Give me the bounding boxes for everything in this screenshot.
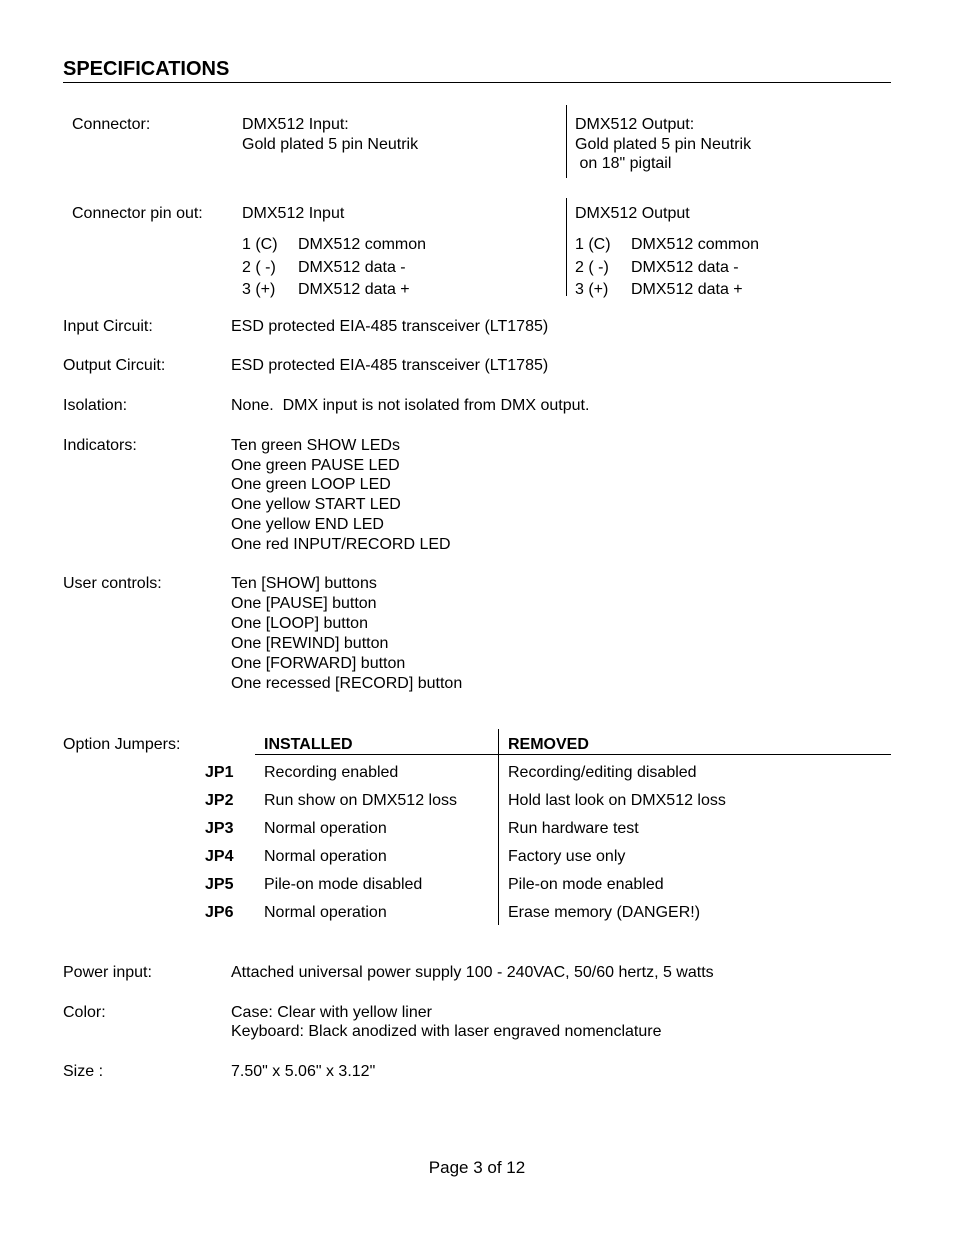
color-value: Keyboard: Black anodized with laser engraved nomenclature <box>231 1023 662 1040</box>
indicator-line: One green LOOP LED <box>231 476 391 493</box>
indicator-line: Ten green SHOW LEDs <box>231 437 400 454</box>
jumper-installed: Normal operation <box>264 848 387 865</box>
jumper-removed: Factory use only <box>508 848 626 865</box>
connector-column-divider <box>566 105 567 178</box>
user-controls-label: User controls: <box>63 575 162 592</box>
connector-input-title: DMX512 Input: <box>242 116 349 133</box>
color-label: Color: <box>63 1004 106 1021</box>
jumper-removed: Recording/editing disabled <box>508 764 697 781</box>
connector-output-desc-2: on 18" pigtail <box>575 155 672 172</box>
input-pin-desc: DMX512 data + <box>298 281 410 298</box>
jumper-header-rule <box>255 754 891 755</box>
input-pin-desc: DMX512 common <box>298 236 427 253</box>
connector-input-desc: Gold plated 5 pin Neutrik <box>242 136 419 153</box>
output-circuit-label: Output Circuit: <box>63 357 166 374</box>
input-circuit-label: Input Circuit: <box>63 318 153 335</box>
page-number: Page 3 of 12 <box>428 1158 526 1177</box>
jumper-removed: Hold last look on DMX512 loss <box>508 792 726 809</box>
size-value: 7.50" x 5.06" x 3.12" <box>231 1063 376 1080</box>
input-pin-desc: DMX512 data - <box>298 259 406 276</box>
input-pin-number: 1 (C) <box>242 236 278 253</box>
connector-label: Connector: <box>72 116 151 133</box>
size-label: Size : <box>63 1063 104 1080</box>
input-circuit-value: ESD protected EIA-485 transceiver (LT1785) <box>231 318 549 335</box>
pinout-output-title: DMX512 Output <box>575 205 690 222</box>
isolation-label: Isolation: <box>63 397 128 414</box>
jumper-installed: Normal operation <box>264 904 387 921</box>
jumper-id: JP6 <box>205 904 234 921</box>
user-control-line: One recessed [RECORD] button <box>231 675 463 692</box>
jumper-installed: Normal operation <box>264 820 387 837</box>
input-pin-number: 3 (+) <box>242 281 276 298</box>
output-pin-number: 1 (C) <box>575 236 611 253</box>
connector-output-desc: Gold plated 5 pin Neutrik <box>575 136 752 153</box>
power-input-label: Power input: <box>63 964 152 981</box>
jumper-installed: Pile-on mode disabled <box>264 876 423 893</box>
jumper-installed: Run show on DMX512 loss <box>264 792 457 809</box>
jumper-installed: Recording enabled <box>264 764 399 781</box>
output-pin-number: 3 (+) <box>575 281 609 298</box>
power-input-value: Attached universal power supply 100 - 240VAC, 50/60 hertz, 5 watts <box>231 964 714 981</box>
title-divider <box>63 82 891 83</box>
indicators-label: Indicators: <box>63 437 137 454</box>
option-jumpers-label: Option Jumpers: <box>63 736 181 753</box>
jumper-id: JP1 <box>205 764 234 781</box>
output-pin-desc: DMX512 data + <box>631 281 743 298</box>
pinout-label: Connector pin out: <box>72 205 203 222</box>
indicator-line: One green PAUSE LED <box>231 457 400 474</box>
jumper-column-divider <box>498 729 499 925</box>
pinout-input-title: DMX512 Input <box>242 205 345 222</box>
page-title: SPECIFICATIONS <box>63 58 230 80</box>
pinout-column-divider <box>566 198 567 296</box>
jumper-id: JP5 <box>205 876 234 893</box>
user-control-line: One [LOOP] button <box>231 615 368 632</box>
output-pin-desc: DMX512 data - <box>631 259 739 276</box>
indicator-line: One yellow START LED <box>231 496 401 513</box>
jumper-id: JP3 <box>205 820 234 837</box>
isolation-value: None. DMX input is not isolated from DMX output. <box>231 397 590 414</box>
installed-header: INSTALLED <box>264 736 353 753</box>
jumper-id: JP4 <box>205 848 234 865</box>
jumper-removed: Pile-on mode enabled <box>508 876 664 893</box>
jumper-removed: Run hardware test <box>508 820 639 837</box>
connector-output-title: DMX512 Output: <box>575 116 695 133</box>
input-pin-number: 2 ( -) <box>242 259 276 276</box>
jumper-id: JP2 <box>205 792 234 809</box>
jumper-removed: Erase memory (DANGER!) <box>508 904 701 921</box>
removed-header: REMOVED <box>508 736 589 753</box>
output-pin-desc: DMX512 common <box>631 236 760 253</box>
color-value: Case: Clear with yellow liner <box>231 1004 432 1021</box>
output-pin-number: 2 ( -) <box>575 259 609 276</box>
user-control-line: One [FORWARD] button <box>231 655 406 672</box>
user-control-line: Ten [SHOW] buttons <box>231 575 377 592</box>
user-control-line: One [REWIND] button <box>231 635 389 652</box>
indicator-line: One red INPUT/RECORD LED <box>231 536 451 553</box>
user-control-line: One [PAUSE] button <box>231 595 377 612</box>
indicator-line: One yellow END LED <box>231 516 384 533</box>
output-circuit-value: ESD protected EIA-485 transceiver (LT1785) <box>231 357 549 374</box>
